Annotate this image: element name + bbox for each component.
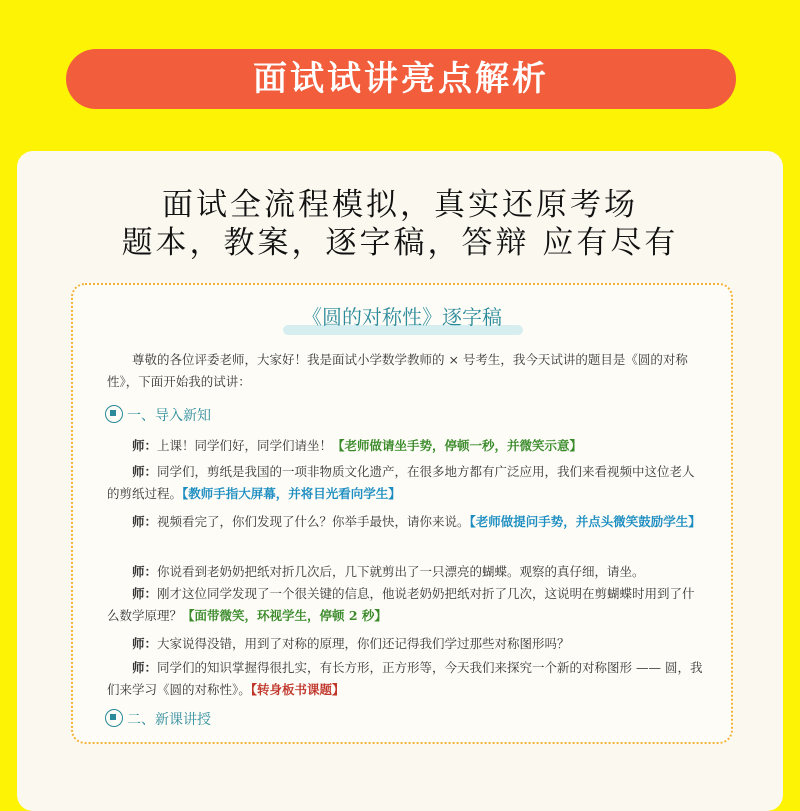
section-heading-1 bbox=[105, 405, 211, 425]
paragraph-3 bbox=[107, 511, 707, 533]
speaker-label: 师： bbox=[132, 586, 158, 601]
section-heading-2 bbox=[105, 709, 211, 729]
document-title: 《圆的对称性》逐字稿 bbox=[302, 305, 502, 329]
paragraph-2 bbox=[107, 461, 707, 505]
stage-note: 【老师做请坐手势，停顿一秒，并微笑示意】 bbox=[332, 438, 583, 453]
paragraph-5 bbox=[107, 583, 707, 627]
speaker-label: 师： bbox=[132, 464, 158, 479]
paragraph-text: 你说看到老奶奶把纸对折几次后，几下就剪出了一只漂亮的蝴蝶。观察的真仔细，请坐。 bbox=[157, 564, 645, 579]
paragraph-7 bbox=[107, 657, 707, 701]
speaker-label: 师： bbox=[132, 514, 158, 529]
section-label: 二、新课讲授 bbox=[127, 712, 211, 728]
paragraph-text: 刚才这位同学发现了一个很关键的信息，他说老奶奶把纸对折了几次，这说明在剪蝴蝶时用到了什么数学原理？ bbox=[107, 586, 695, 623]
transcript-document bbox=[71, 283, 733, 744]
section-label: 一、导入新知 bbox=[127, 408, 211, 424]
paragraph-text: 同学们的知识掌握得很扎实，有长方形，正方形等，今天我们来探究一个新的对称图形 —— 圆，我们来学习《圆的对称性》。 bbox=[107, 660, 703, 697]
section-icon bbox=[105, 709, 123, 727]
paragraph-text: 上课！同学们好，同学们请坐！ bbox=[157, 438, 333, 453]
speaker-label: 师： bbox=[132, 636, 158, 651]
paragraph-4 bbox=[107, 561, 707, 583]
banner-title: 面试试讲亮点解析 bbox=[66, 49, 736, 109]
stage-note: 【教师手指大屏幕，并将目光看向学生】 bbox=[182, 486, 401, 501]
intro-paragraph: 尊敬的各位评委老师，大家好！我是面试小学数学教师的 × 号考生，我今天试讲的题目是《圆的对称性》，下面开始我的试讲： bbox=[107, 352, 688, 389]
speaker-label: 师： bbox=[132, 438, 158, 453]
headline-line-1: 面试全流程模拟，真实还原考场 bbox=[162, 187, 638, 223]
stage-note: 【转身板书课题】 bbox=[250, 682, 345, 697]
content-card bbox=[17, 151, 783, 811]
speaker-label: 师： bbox=[132, 564, 158, 579]
stage-note: 【面带微笑，环视学生，停顿 2 秒】 bbox=[182, 608, 387, 623]
section-icon bbox=[105, 405, 123, 423]
headline-line-2: 题本，教案，逐字稿，答辩 应有尽有 bbox=[121, 225, 679, 261]
speaker-label: 师： bbox=[132, 660, 158, 675]
paragraph-text: 大家说得没错，用到了对称的原理，你们还记得我们学过那些对称图形吗？ bbox=[157, 636, 570, 651]
stage-note: 【老师做提问手势，并点头微笑鼓励学生】 bbox=[469, 514, 701, 529]
paragraph-6 bbox=[107, 633, 707, 655]
paragraph-1 bbox=[107, 435, 707, 457]
paragraph-text: 同学们，剪纸是我国的一项非物质文化遗产，在很多地方都有广泛应用，我们来看视频中这位老人的剪纸过程。 bbox=[107, 464, 695, 501]
paragraph-text: 视频看完了，你们发现了什么？你举手最快，请你来说。 bbox=[157, 514, 470, 529]
